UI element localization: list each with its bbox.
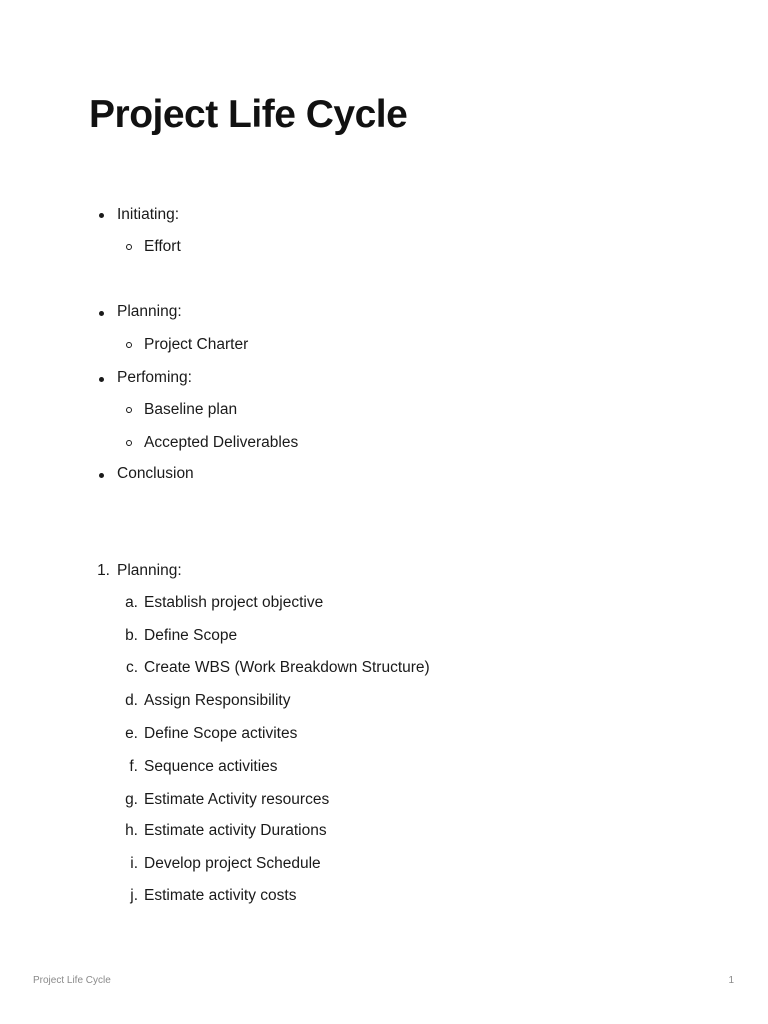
list-item-label: Initiating: — [117, 206, 180, 223]
page-title: Project Life Cycle — [89, 93, 408, 136]
sub-list-item-label: Sequence activities — [144, 758, 278, 775]
circle-bullet-icon — [126, 342, 132, 348]
list-letter: e. — [125, 725, 138, 742]
sub-list-item-label: Estimate Activity resources — [144, 791, 330, 808]
list-item-label: Perfoming: — [117, 369, 192, 386]
bullet-dot-icon — [99, 377, 104, 382]
sub-list-item-label: Accepted Deliverables — [144, 434, 299, 451]
sub-list-item-label: Assign Responsibility — [144, 692, 291, 709]
list-letter: d. — [125, 692, 138, 709]
list-number: 1. — [97, 562, 110, 579]
sub-list-item-label: Develop project Schedule — [144, 855, 321, 872]
bullet-dot-icon — [99, 311, 104, 316]
footer-page-number: 1 — [728, 975, 734, 986]
footer-document-title: Project Life Cycle — [33, 975, 111, 986]
list-letter: g. — [125, 791, 138, 808]
list-item-label: Conclusion — [117, 465, 194, 482]
list-letter: b. — [125, 627, 138, 644]
list-letter: i. — [130, 855, 138, 872]
list-letter: h. — [125, 822, 138, 839]
bullet-dot-icon — [99, 473, 104, 478]
sub-list-item-label: Define Scope activites — [144, 725, 298, 742]
circle-bullet-icon — [126, 244, 132, 250]
sub-list-item-label: Baseline plan — [144, 401, 238, 418]
sub-list-item-label: Establish project objective — [144, 594, 324, 611]
list-letter: c. — [125, 659, 138, 676]
circle-bullet-icon — [126, 407, 132, 413]
sub-list-item-label: Estimate activity costs — [144, 887, 297, 904]
sub-list-item-label: Define Scope — [144, 627, 238, 644]
sub-list-item-label: Estimate activity Durations — [144, 822, 327, 839]
sub-list-item-label: Effort — [144, 238, 181, 255]
list-letter: a. — [125, 594, 138, 611]
sub-list-item-label: Create WBS (Work Breakdown Structure) — [144, 659, 430, 676]
circle-bullet-icon — [126, 440, 132, 446]
list-letter: f. — [129, 758, 138, 775]
list-letter: j. — [130, 887, 138, 904]
list-item-label: Planning: — [117, 562, 182, 579]
list-item-label: Planning: — [117, 303, 182, 320]
bullet-dot-icon — [99, 213, 104, 218]
sub-list-item-label: Project Charter — [144, 336, 249, 353]
